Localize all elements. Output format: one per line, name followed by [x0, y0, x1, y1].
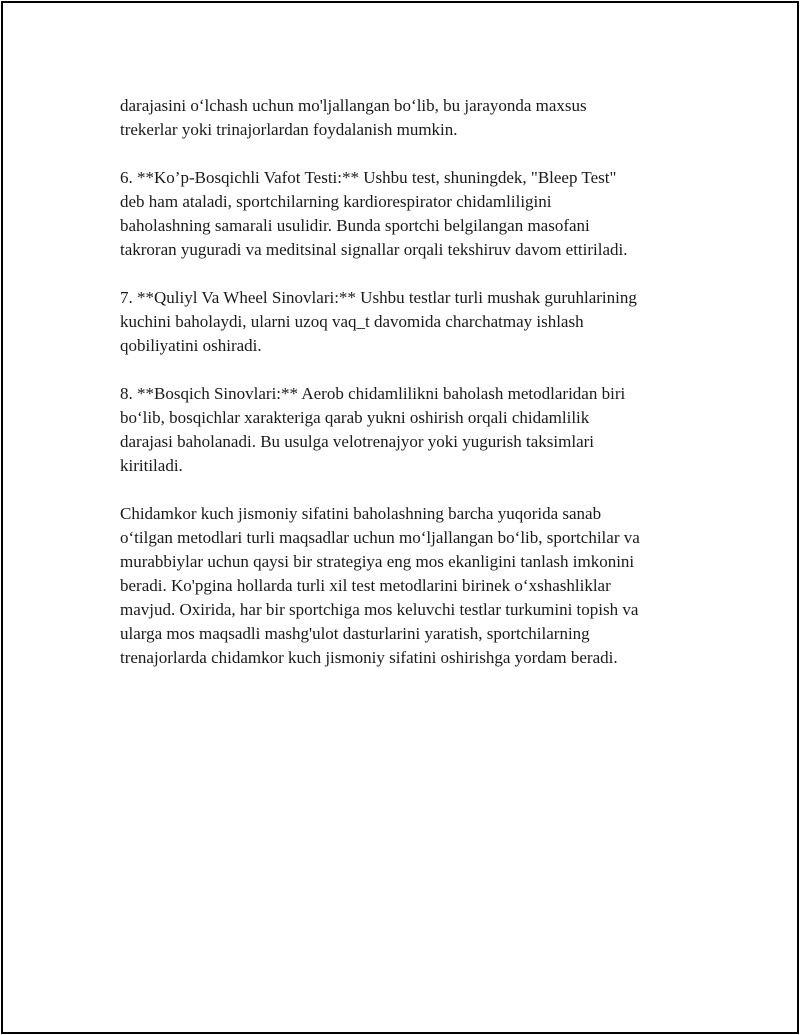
- text-line: trenajorlarda chidamkor kuch jismoniy sifatini oshirishga yordam beradi.: [120, 648, 618, 667]
- text-line: beradi. Ko'pgina hollarda turli xil test metodlarini birinek o‘xshashliklar: [120, 576, 611, 595]
- text-line: darajasini o‘lchash uchun mo'ljallangan bo‘lib, bu jarayonda maxsus: [120, 96, 587, 115]
- text-line: qobiliyatini oshiradi.: [120, 336, 262, 355]
- text-line: takroran yuguradi va meditsinal signallar orqali tekshiruv davom ettiriladi.: [120, 240, 628, 259]
- paragraph-intro-continuation: [120, 94, 700, 142]
- page-frame: [1, 1, 799, 1034]
- text-line: 6. **Ko’p-Bosqichli Vafot Testi:** Ushbu test, shuningdek, "Bleep Test": [120, 168, 617, 187]
- text-line: darajasi baholanadi. Bu usulga velotrenajyor yoki yugurish taksimlari: [120, 432, 594, 451]
- text-line: 7. **Quliyl Va Wheel Sinovlari:** Ushbu testlar turli mushak guruhlarining: [120, 288, 637, 307]
- text-line: o‘tilgan metodlari turli maqsadlar uchun mo‘ljallangan bo‘lib, sportchilar va: [120, 528, 640, 547]
- paragraph-item-7: [120, 286, 700, 358]
- text-line: trekerlar yoki trinajorlardan foydalanish mumkin.: [120, 120, 458, 139]
- text-line: baholashning samarali usulidir. Bunda sportchi belgilangan masofani: [120, 216, 590, 235]
- text-line: ularga mos maqsadli mashg'ulot dasturlarini yaratish, sportchilarning: [120, 624, 590, 643]
- paragraph-item-8: [120, 382, 700, 478]
- paragraph-item-6: [120, 166, 700, 262]
- text-line: murabbiylar uchun qaysi bir strategiya eng mos ekanligini tanlash imkonini: [120, 552, 635, 571]
- text-line: kuchini baholaydi, ularni uzoq vaq_t davomida charchatmay ishlash: [120, 312, 584, 331]
- text-line: Chidamkor kuch jismoniy sifatini baholashning barcha yuqorida sanab: [120, 504, 602, 523]
- text-line: 8. **Bosqich Sinovlari:** Aerob chidamlilikni baholash metodlaridan biri: [120, 384, 626, 403]
- text-line: mavjud. Oxirida, har bir sportchiga mos keluvchi testlar turkumini topish va: [120, 600, 639, 619]
- paragraph-conclusion: [120, 502, 700, 670]
- document-body: [120, 94, 700, 694]
- text-line: bo‘lib, bosqichlar xarakteriga qarab yukni oshirish orqali chidamlilik: [120, 408, 590, 427]
- text-line: kiritiladi.: [120, 456, 183, 475]
- text-line: deb ham ataladi, sportchilarning kardiorespirator chidamliligini: [120, 192, 552, 211]
